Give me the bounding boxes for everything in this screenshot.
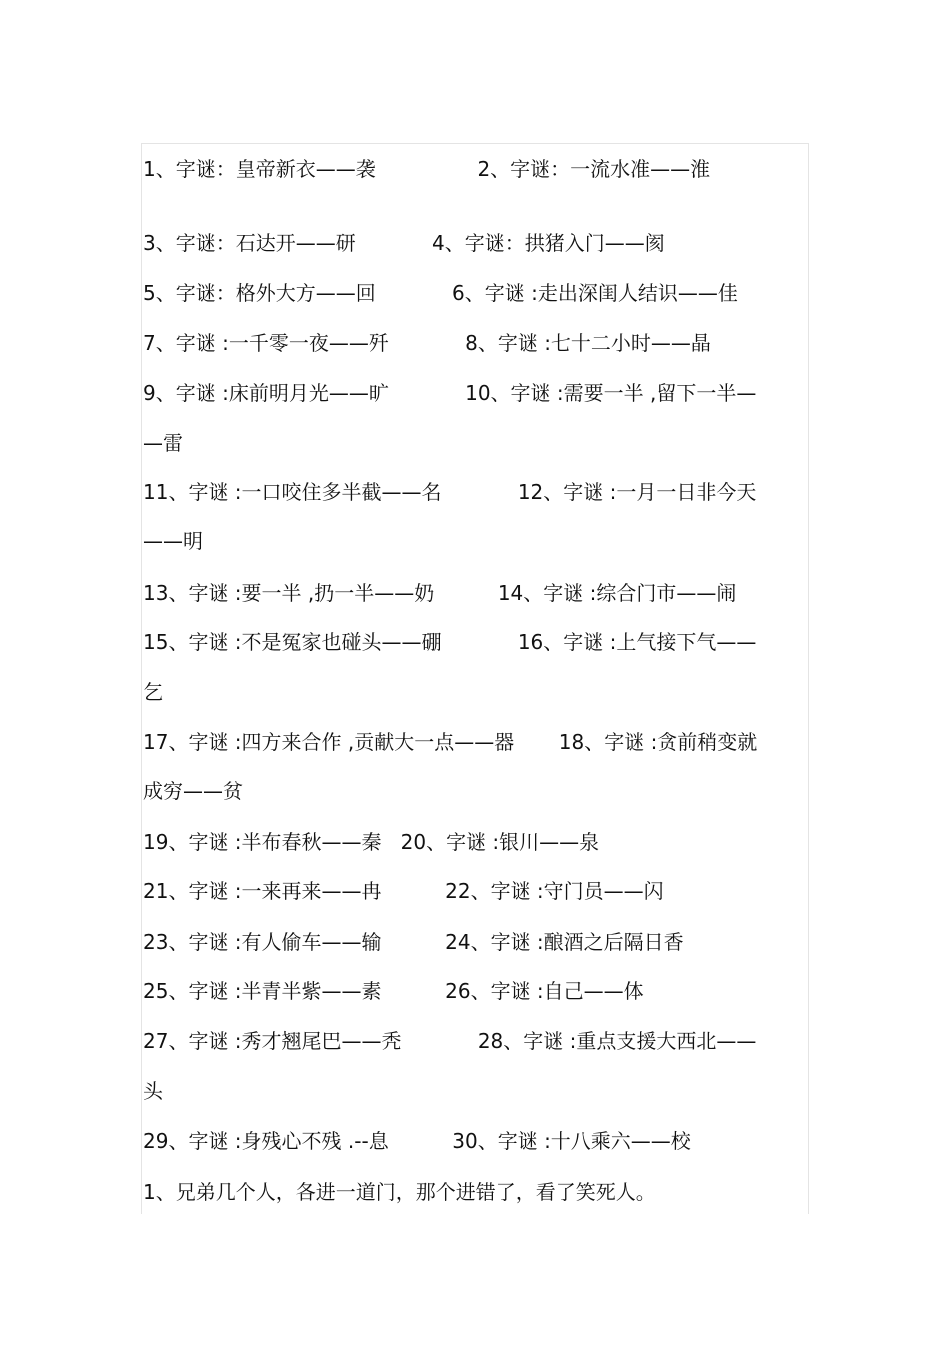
riddle-line-20: 29、字谜 :身残心不残 .--息 30、字谜 :十八乘六——校 bbox=[143, 1129, 691, 1153]
riddle-line-13: 成穷——贫 bbox=[143, 779, 243, 803]
riddle-line-11: 乞 bbox=[143, 680, 163, 704]
riddle-line-14: 19、字谜 :半布春秋——秦 20、字谜 :银川——泉 bbox=[143, 830, 600, 854]
riddle-line-17: 25、字谜 :半青半紫——素 26、字谜 :自己——体 bbox=[143, 979, 644, 1003]
riddle-line-16: 23、字谜 :有人偷车——输 24、字谜 :酿酒之后隔日香 bbox=[143, 930, 684, 954]
riddle-line-21: 1、兄弟几个人，各进一道门，那个进错了，看了笑死人。 bbox=[143, 1180, 656, 1204]
riddle-line-2: 3、字谜：石达开——研 4、字谜：拱猪入门——阂 bbox=[143, 231, 665, 255]
riddle-line-10: 15、字谜 :不是冤家也碰头——硼 16、字谜 :上气接下气—— bbox=[143, 630, 757, 654]
riddle-line-19: 头 bbox=[143, 1079, 163, 1103]
riddle-line-5: 9、字谜 :床前明月光——旷 10、字谜 :需要一半 ,留下一半— bbox=[143, 381, 757, 405]
riddle-line-18: 27、字谜 :秀才翘尾巴——秃 28、字谜 :重点支援大西北—— bbox=[143, 1029, 757, 1053]
riddle-line-9: 13、字谜 :要一半 ,扔一半——奶 14、字谜 :综合门市——闹 bbox=[143, 581, 737, 605]
riddle-line-3: 5、字谜：格外大方——回 6、字谜 :走出深闺人结识——佳 bbox=[143, 281, 738, 305]
riddle-line-15: 21、字谜 :一来再来——冉 22、字谜 :守门员——闪 bbox=[143, 879, 664, 903]
riddle-line-1: 1、字谜：皇帝新衣——袭 2、字谜：一流水准——淮 bbox=[143, 157, 711, 181]
riddle-line-7: 11、字谜 :一口咬住多半截——名 12、字谜 :一月一日非今天 bbox=[143, 480, 757, 504]
riddle-line-6: —雷 bbox=[143, 431, 183, 455]
riddle-line-4: 7、字谜 :一千零一夜——歼 8、字谜 :七十二小时——晶 bbox=[143, 331, 711, 355]
riddle-line-12: 17、字谜 :四方来合作 ,贡献大一点——器 18、字谜 :贪前稍变就 bbox=[143, 730, 758, 754]
riddle-line-8: ——明 bbox=[143, 529, 203, 553]
